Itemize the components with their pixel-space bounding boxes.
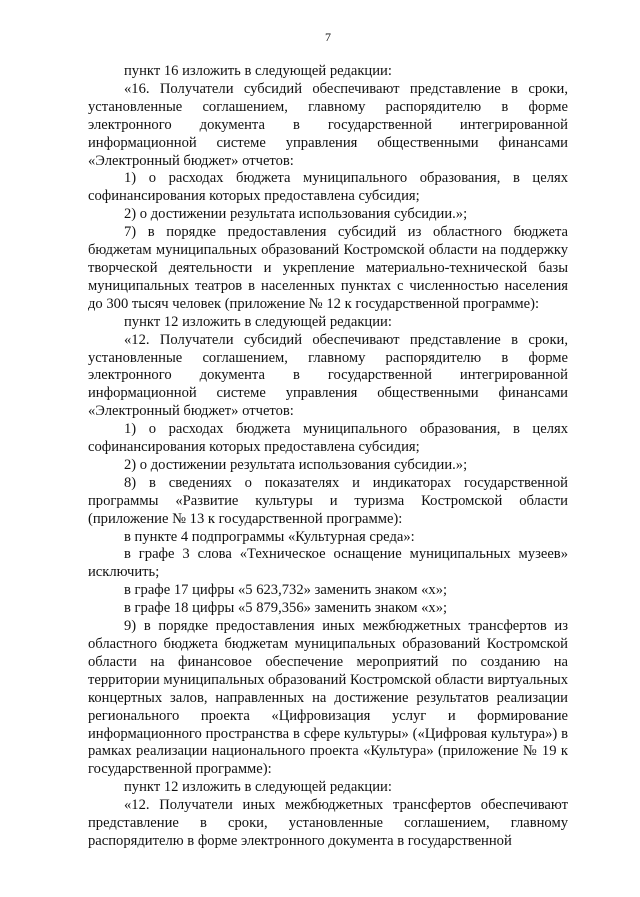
paragraph-intro-item-12: пункт 12 изложить в следующей редакции: (124, 779, 392, 796)
paragraph-report-expenses: 1) о расходах бюджета муниципального образования, в целях софинансирования которых предоставлена субсидия; (88, 170, 568, 205)
paragraph-intro-item-12: пункт 12 изложить в следующей редакции: (124, 313, 392, 330)
paragraph-item-16-text: «16. Получатели субсидий обеспечивают представление в сроки, установленные соглашением, главному распорядителю в форме электронного документа в государственной интегрированной информационной системе управления общественными финансами «Электронный бюджет» отчетов: (88, 80, 568, 169)
paragraph-subprogram-point-4: в пункте 4 подпрограммы «Культурная среда»: (124, 528, 415, 545)
paragraph-section-7: 7) в порядке предоставления субсидий из областного бюджета бюджетам муниципальных образований Костромской области на поддержку творческой деятельности и укрепление материально-технической базы муниципальных театров в населенных пунктах с численностью населения до 300 тысяч человек (приложение № 12 к государственной программе): (88, 224, 568, 312)
paragraph-item-12-text: «12. Получатели субсидий обеспечивают представление в сроки, установленные соглашением, главному распорядителю в форме электронного документа в государственной интегрированной информационной системе управления общественными финансами «Электронный бюджет» отчетов: (88, 331, 568, 420)
paragraph-column-3: в графе 3 слова «Техническое оснащение муниципальных музеев» исключить; (88, 546, 568, 581)
paragraph-column-18: в графе 18 цифры «5 879,356» заменить знаком «х»; (124, 600, 448, 617)
document-page (88, 30, 568, 851)
paragraph-section-8: 8) в сведениях о показателях и индикаторах государственной программы «Развитие культуры и туризма Костромской области (приложение № 13 к государственной программе): (88, 474, 568, 527)
paragraph-section-9: 9) в порядке предоставления иных межбюджетных трансфертов из областного бюджета бюджетам муниципальных образований Костромской области на финансовое обеспечение мероприятий по созданию на территории муниципальных образований Костромской области виртуальных концертных залов, направленных на достижение результатов реализации регионального проекта «Цифровизация услуг и формирование информационного пространства в сфере культуры» («Цифровая культура») в рамках реализации национального проекта «Культура» (приложение № 19 к государственной программе): (88, 618, 568, 778)
paragraph-report-result: 2) о достижении результата использования субсидии.»; (124, 206, 468, 223)
paragraph-report-expenses: 1) о расходах бюджета муниципального образования, в целях софинансирования которых предоставлена субсидия; (88, 421, 568, 456)
paragraph-intro-item-16: пункт 16 изложить в следующей редакции: (124, 63, 392, 79)
page-number: 7 (325, 30, 331, 44)
paragraph-column-17: в графе 17 цифры «5 623,732» заменить знаком «х»; (124, 582, 448, 599)
paragraph-report-result: 2) о достижении результата использования субсидии.»; (124, 456, 468, 473)
paragraph-transfers-item-12: «12. Получатели иных межбюджетных трансфертов обеспечивают представление в сроки, установленные соглашением, главному распорядителю в форме электронного документа в государственной (88, 797, 568, 849)
